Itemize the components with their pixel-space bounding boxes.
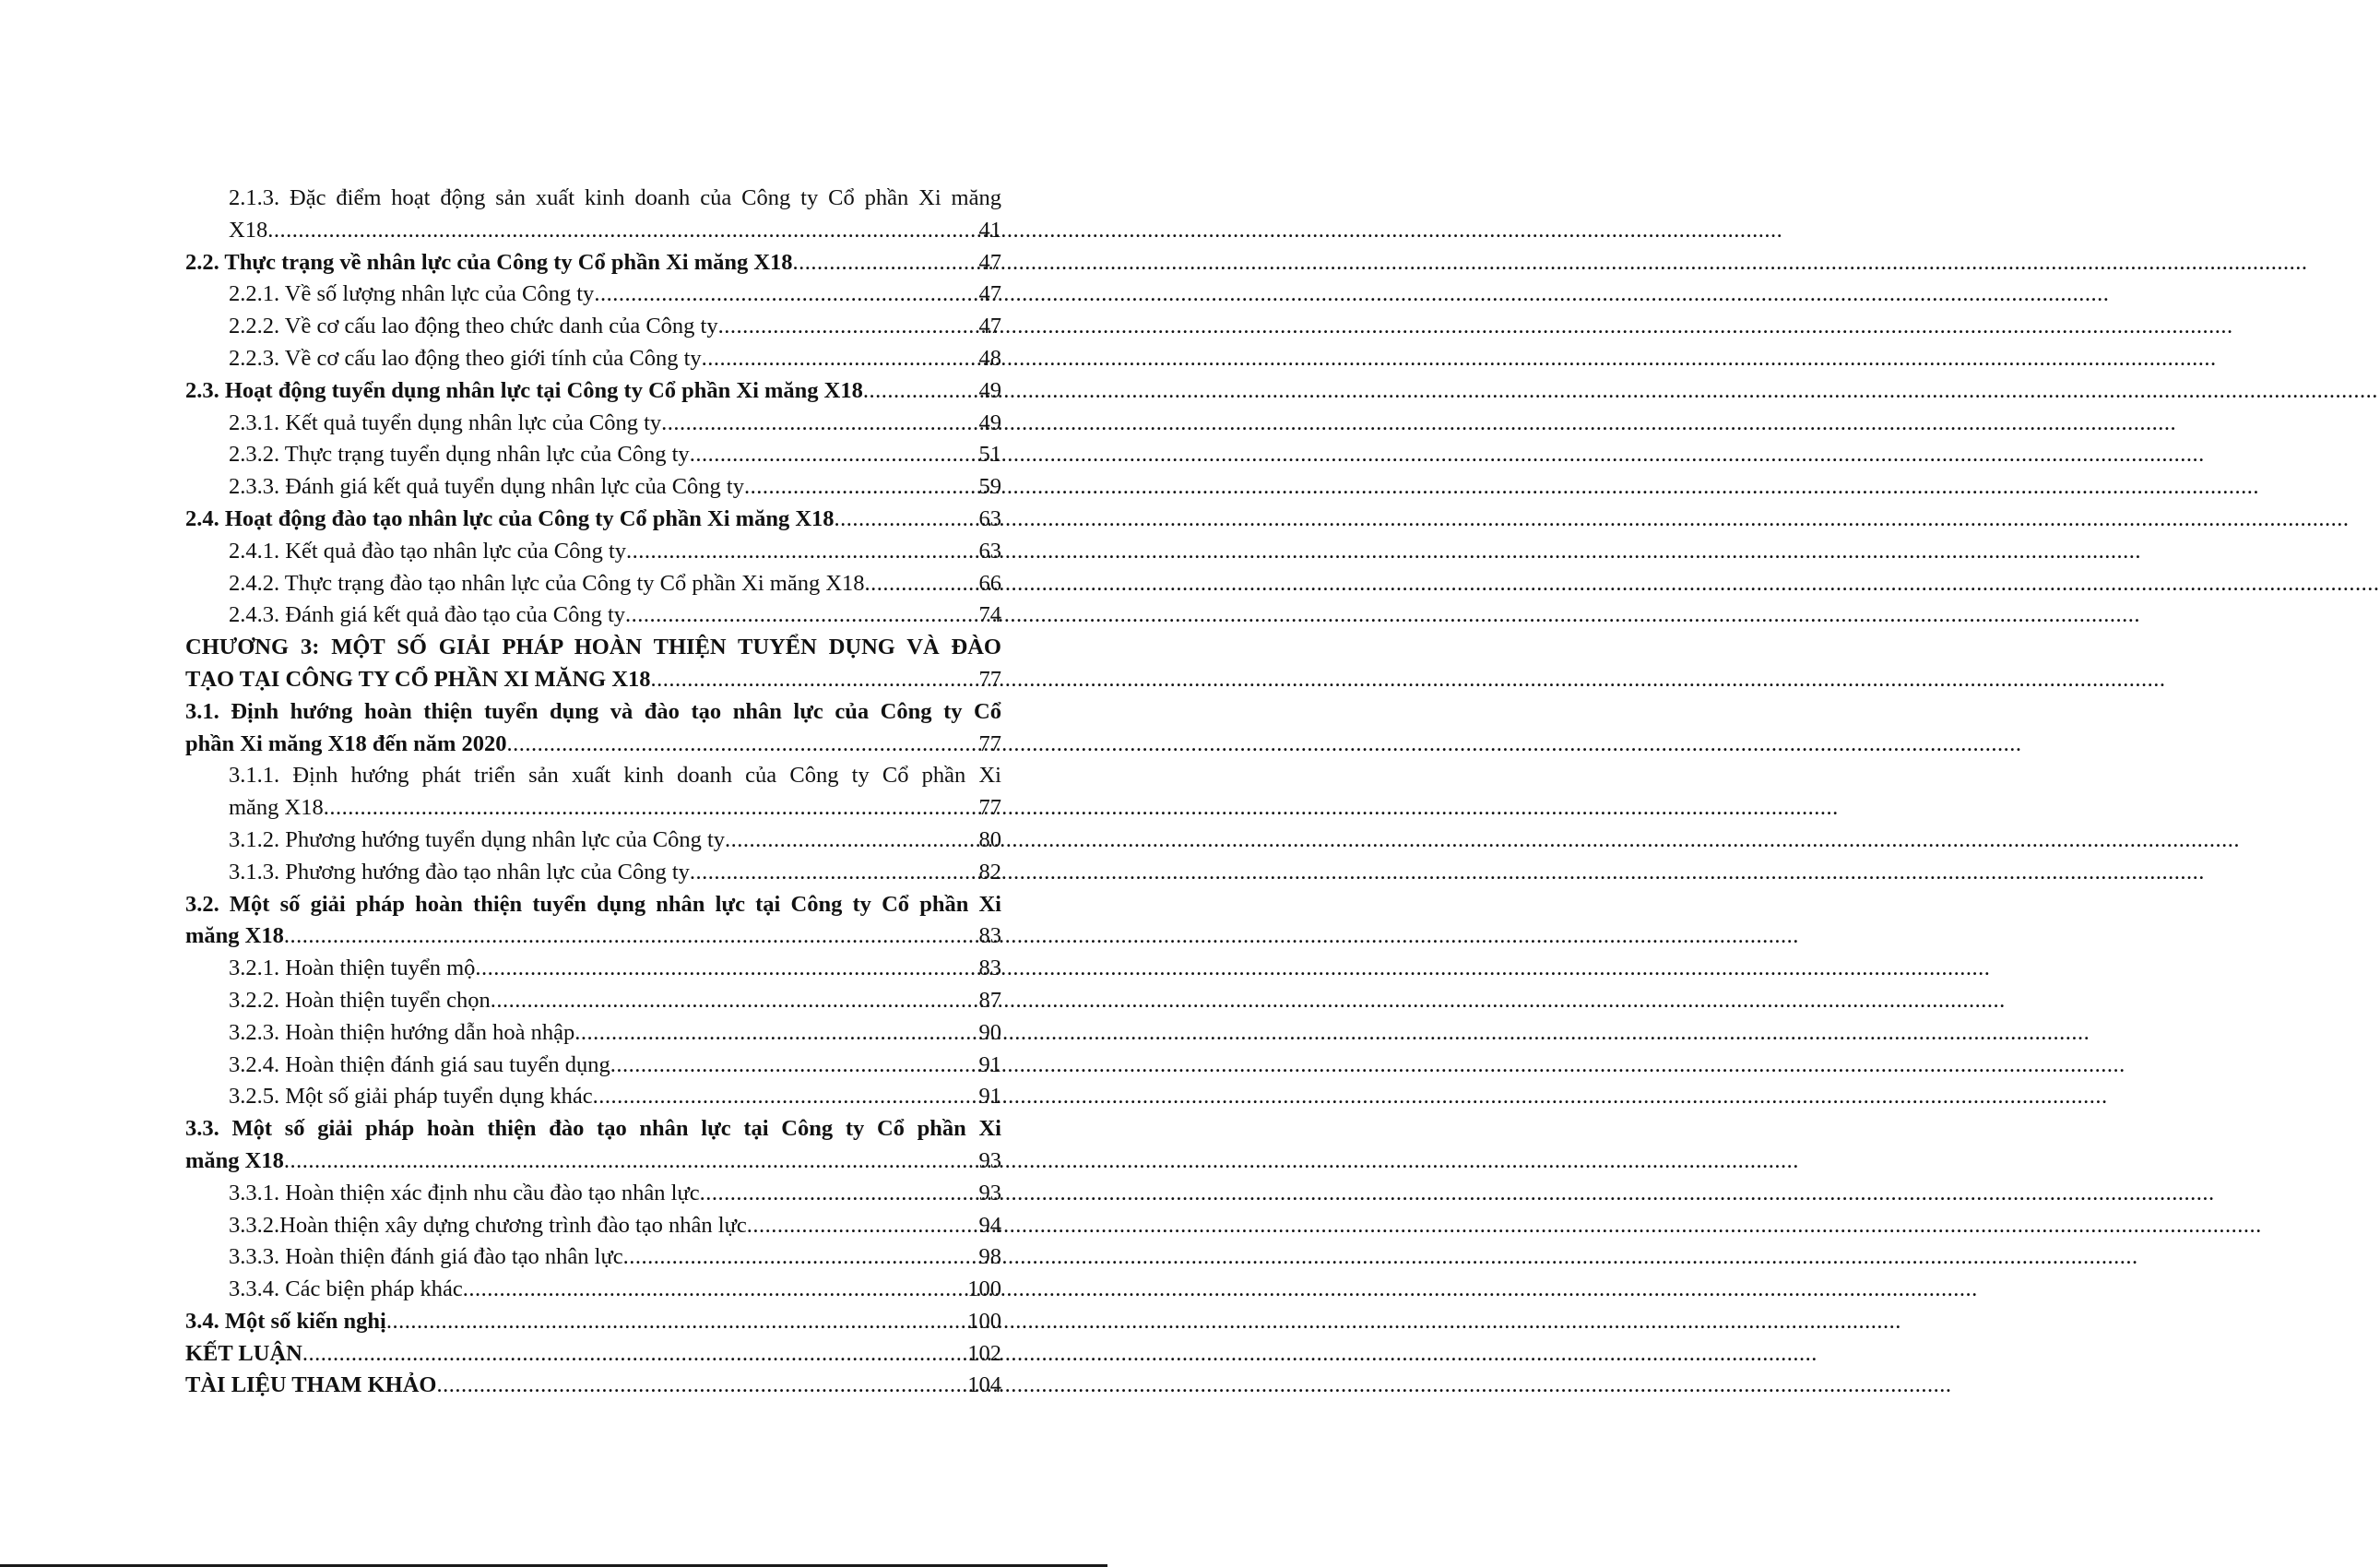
toc-entry-title: KẾT LUẬN xyxy=(185,1340,302,1366)
toc-entry-title: măng X18 xyxy=(229,795,324,821)
toc-dot-leader xyxy=(594,279,978,311)
toc-page-number: 87 xyxy=(978,987,1001,1013)
toc-entry[interactable] xyxy=(185,311,1001,343)
toc-dot-leader xyxy=(835,504,979,536)
toc-entry-title: 3.2.5. Một số giải pháp tuyển dụng khác xyxy=(229,1084,593,1110)
toc-entry-line xyxy=(185,375,1001,408)
toc-dot-leader xyxy=(437,1370,968,1402)
toc-entry[interactable] xyxy=(185,632,1001,696)
toc-entry-title: 3.3.4. Các biện pháp khác xyxy=(229,1276,463,1302)
toc-entry[interactable] xyxy=(185,568,1001,600)
toc-page-number: 98 xyxy=(978,1244,1001,1270)
toc-entry-line xyxy=(229,1274,1001,1306)
toc-entry-title: 3.4. Một số kiến nghị xyxy=(185,1308,386,1334)
toc-entry[interactable] xyxy=(185,536,1001,568)
toc-entry-line xyxy=(185,920,1001,953)
toc-entry-line xyxy=(229,311,1001,343)
toc-dot-leader xyxy=(386,1306,967,1338)
toc-entry-line xyxy=(185,1370,1001,1402)
toc-entry-title-line1: 3.2. Một số giải pháp hoàn thiện tuyển dụng nhân lực tại Công ty Cổ phần Xi xyxy=(185,891,1001,917)
toc-entry-line xyxy=(229,1081,1001,1113)
toc-entry[interactable] xyxy=(185,1017,1001,1050)
toc-page-number: 93 xyxy=(978,1180,1001,1205)
toc-dot-leader xyxy=(593,1081,979,1113)
toc-page-number: 51 xyxy=(978,442,1001,468)
toc-entry-line xyxy=(185,1306,1001,1338)
toc-entry-title: phần Xi măng X18 đến năm 2020 xyxy=(185,730,507,756)
toc-dot-leader xyxy=(623,1241,979,1274)
toc-entry[interactable] xyxy=(185,1081,1001,1113)
toc-entry-title: 2.4. Hoạt động đào tạo nhân lực của Công ty Cổ phần Xi măng X18 xyxy=(185,505,835,531)
toc-page-number: 82 xyxy=(978,859,1001,884)
toc-dot-leader xyxy=(491,985,979,1017)
table-of-contents xyxy=(185,183,1001,1402)
toc-entry-title-line1: CHƯƠNG 3: MỘT SỐ GIẢI PHÁP HOÀN THIỆN TUYỂN DỤNG VÀ ĐÀO xyxy=(185,635,1001,660)
toc-page-number: 63 xyxy=(978,538,1001,564)
toc-dot-leader xyxy=(702,343,979,375)
toc-dot-leader xyxy=(725,825,978,857)
toc-dot-leader xyxy=(626,536,978,568)
toc-entry-line xyxy=(229,1178,1001,1210)
toc-entry-title-line1: 3.3. Một số giải pháp hoàn thiện đào tạo nhân lực tại Công ty Cổ phần Xi xyxy=(185,1116,1001,1142)
toc-dot-leader xyxy=(651,664,979,696)
toc-entry-line xyxy=(229,599,1001,632)
toc-entry-line xyxy=(229,568,1001,600)
toc-entry-title: X18 xyxy=(229,217,268,243)
toc-entry[interactable] xyxy=(185,599,1001,632)
toc-entry-title: 2.4.3. Đánh giá kết quả đào tạo của Công ty xyxy=(229,602,626,628)
toc-page-number: 47 xyxy=(978,314,1001,339)
toc-entry[interactable] xyxy=(185,1050,1001,1082)
toc-dot-leader xyxy=(690,857,979,889)
toc-entry[interactable] xyxy=(185,504,1001,536)
toc-entry-line xyxy=(185,1338,1001,1371)
toc-entry-line xyxy=(229,1050,1001,1082)
toc-dot-leader xyxy=(865,568,979,600)
toc-page-number: 77 xyxy=(978,795,1001,821)
toc-entry[interactable] xyxy=(185,760,1001,825)
toc-dot-leader xyxy=(700,1178,979,1210)
toc-page-number: 104 xyxy=(967,1372,1001,1398)
toc-page-number: 91 xyxy=(978,1051,1001,1077)
toc-entry-line xyxy=(229,825,1001,857)
toc-entry[interactable] xyxy=(185,471,1001,504)
toc-dot-leader xyxy=(507,729,979,761)
toc-entry-title: 2.2. Thực trạng về nhân lực của Công ty Cổ phần Xi măng X18 xyxy=(185,249,793,275)
toc-page-number: 48 xyxy=(978,345,1001,371)
toc-dot-leader xyxy=(744,471,979,504)
toc-page-number: 77 xyxy=(978,666,1001,692)
toc-entry[interactable] xyxy=(185,1113,1001,1178)
toc-entry[interactable] xyxy=(185,1306,1001,1338)
toc-dot-leader xyxy=(475,953,978,985)
toc-page-number: 100 xyxy=(967,1276,1001,1302)
toc-entry-title: TẠO TẠI CÔNG TY CỔ PHẦN XI MĂNG X18 xyxy=(185,666,651,692)
toc-page-number: 83 xyxy=(978,956,1001,981)
toc-entry-title: 2.4.1. Kết quả đào tạo nhân lực của Công ty xyxy=(229,538,627,564)
toc-entry[interactable] xyxy=(185,1178,1001,1210)
toc-dot-leader xyxy=(863,375,979,408)
toc-entry[interactable] xyxy=(185,953,1001,985)
toc-dot-leader xyxy=(661,408,978,440)
toc-entry-title: 2.2.2. Về cơ cấu lao động theo chức danh của Công ty xyxy=(229,314,718,339)
toc-page-number: 59 xyxy=(978,474,1001,500)
toc-page-number: 66 xyxy=(978,570,1001,596)
toc-entry-title: 2.3.3. Đánh giá kết quả tuyển dụng nhân lực của Công ty xyxy=(229,474,744,500)
toc-page-number: 93 xyxy=(978,1147,1001,1173)
toc-page-number: 49 xyxy=(978,410,1001,435)
toc-page-number: 100 xyxy=(967,1308,1001,1334)
toc-entry[interactable] xyxy=(185,889,1001,954)
toc-entry-title: 3.3.3. Hoàn thiện đánh giá đào tạo nhân lực xyxy=(229,1244,623,1270)
toc-entry-title: măng X18 xyxy=(185,1147,284,1173)
toc-entry-title: 2.3. Hoạt động tuyển dụng nhân lực tại Công ty Cổ phần Xi măng X18 xyxy=(185,377,863,403)
toc-entry-line xyxy=(229,408,1001,440)
toc-entry-title: 3.1.2. Phương hướng tuyển dụng nhân lực của Công ty xyxy=(229,826,726,852)
toc-page-number: 94 xyxy=(978,1212,1001,1238)
toc-entry[interactable] xyxy=(185,1370,1001,1402)
toc-entry[interactable] xyxy=(185,1274,1001,1306)
toc-entry[interactable] xyxy=(185,1241,1001,1274)
toc-entry[interactable] xyxy=(185,985,1001,1017)
toc-entry-line xyxy=(185,247,1001,279)
toc-dot-leader xyxy=(610,1050,979,1082)
toc-entry-title: TÀI LIỆU THAM KHẢO xyxy=(185,1372,437,1398)
toc-page-number: 102 xyxy=(967,1340,1001,1366)
toc-page-number: 74 xyxy=(978,602,1001,628)
toc-entry-title: măng X18 xyxy=(185,923,284,949)
toc-entry-line xyxy=(229,439,1001,471)
toc-entry-title: 2.3.2. Thực trạng tuyển dụng nhân lực của Công ty xyxy=(229,442,690,468)
toc-entry-line xyxy=(229,857,1001,889)
toc-entry-line xyxy=(229,215,1001,247)
toc-entry-line xyxy=(185,1146,1001,1178)
toc-dot-leader xyxy=(747,1210,979,1242)
toc-entry-line xyxy=(229,471,1001,504)
toc-dot-leader xyxy=(302,1338,967,1371)
toc-entry-line xyxy=(185,664,1001,696)
toc-page-number: 41 xyxy=(978,217,1001,243)
toc-entry-line xyxy=(229,279,1001,311)
toc-entry-title: 3.1.3. Phương hướng đào tạo nhân lực của Công ty xyxy=(229,859,690,884)
toc-entry[interactable] xyxy=(185,183,1001,247)
toc-entry-title: 2.2.1. Về số lượng nhân lực của Công ty xyxy=(229,281,595,307)
toc-entry-title-line1: 2.1.3. Đặc điểm hoạt động sản xuất kinh doanh của Công ty Cổ phần Xi măng xyxy=(229,185,1001,210)
toc-entry-title-line1: 3.1. Định hướng hoàn thiện tuyển dụng và đào tạo nhân lực của Công ty Cổ xyxy=(185,698,1001,724)
toc-entry-line xyxy=(229,1210,1001,1242)
toc-entry-line xyxy=(229,985,1001,1017)
toc-page-number: 83 xyxy=(978,923,1001,949)
toc-entry-line xyxy=(229,792,1001,825)
toc-page-number: 49 xyxy=(978,377,1001,403)
toc-dot-leader xyxy=(267,215,978,247)
toc-page-number: 77 xyxy=(978,730,1001,756)
toc-entry-line xyxy=(229,953,1001,985)
toc-entry[interactable] xyxy=(185,279,1001,311)
toc-dot-leader xyxy=(625,599,978,632)
toc-page-number: 91 xyxy=(978,1084,1001,1110)
toc-dot-leader xyxy=(793,247,979,279)
toc-entry[interactable] xyxy=(185,375,1001,408)
toc-entry[interactable] xyxy=(185,439,1001,471)
toc-entry-title: 3.2.1. Hoàn thiện tuyển mộ xyxy=(229,956,476,981)
toc-entry[interactable] xyxy=(185,408,1001,440)
toc-entry-title-line1: 3.1.1. Định hướng phát triển sản xuất kinh doanh của Công ty Cổ phần Xi xyxy=(229,763,1001,789)
toc-dot-leader xyxy=(284,1146,979,1178)
toc-entry-line xyxy=(229,536,1001,568)
toc-entry[interactable] xyxy=(185,1210,1001,1242)
toc-page-number: 90 xyxy=(978,1019,1001,1045)
toc-dot-leader xyxy=(324,792,979,825)
toc-entry[interactable] xyxy=(185,343,1001,375)
toc-entry-line xyxy=(229,343,1001,375)
toc-dot-leader xyxy=(574,1017,978,1050)
toc-entry-title: 2.2.3. Về cơ cấu lao động theo giới tính của Công ty xyxy=(229,345,702,371)
toc-page-number: 47 xyxy=(978,249,1001,275)
toc-dot-leader xyxy=(463,1274,967,1306)
toc-page-number: 47 xyxy=(978,281,1001,307)
toc-entry[interactable] xyxy=(185,1338,1001,1371)
toc-entry-title: 3.2.2. Hoàn thiện tuyển chọn xyxy=(229,987,491,1013)
toc-entry-line xyxy=(229,1241,1001,1274)
toc-entry-title: 3.3.2.Hoàn thiện xây dựng chương trình đào tạo nhân lực xyxy=(229,1212,747,1238)
toc-entry[interactable] xyxy=(185,696,1001,761)
toc-dot-leader xyxy=(284,920,979,953)
toc-entry-line xyxy=(185,729,1001,761)
toc-entry[interactable] xyxy=(185,825,1001,857)
toc-page-number: 80 xyxy=(978,826,1001,852)
toc-entry-title: 3.3.1. Hoàn thiện xác định nhu cầu đào tạo nhân lực xyxy=(229,1180,700,1205)
toc-entry-line xyxy=(185,504,1001,536)
toc-dot-leader xyxy=(690,439,979,471)
toc-page-number: 63 xyxy=(978,505,1001,531)
toc-dot-leader xyxy=(718,311,979,343)
toc-entry-title: 3.2.4. Hoàn thiện đánh giá sau tuyển dụng xyxy=(229,1051,610,1077)
toc-entry[interactable] xyxy=(185,857,1001,889)
toc-entry[interactable] xyxy=(185,247,1001,279)
toc-entry-title: 2.4.2. Thực trạng đào tạo nhân lực của Công ty Cổ phần Xi măng X18 xyxy=(229,570,865,596)
toc-entry-line xyxy=(229,1017,1001,1050)
toc-entry-title: 3.2.3. Hoàn thiện hướng dẫn hoà nhập xyxy=(229,1019,575,1045)
toc-entry-title: 2.3.1. Kết quả tuyển dụng nhân lực của Công ty xyxy=(229,410,662,435)
